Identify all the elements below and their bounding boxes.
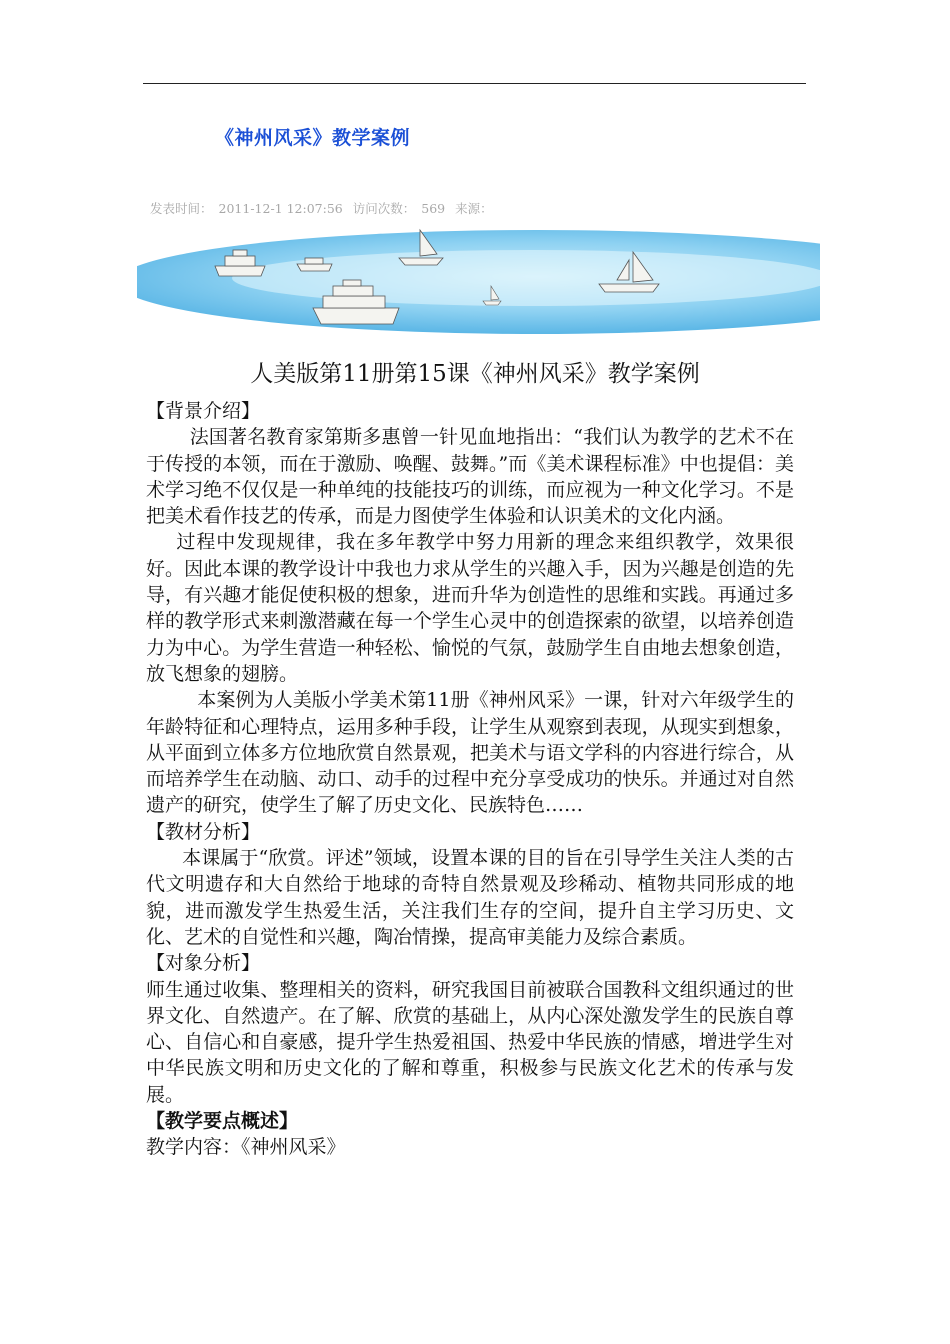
section-heading-target: 【对象分析】	[146, 952, 261, 975]
paragraph: 师生通过收集、整理相关的资料，研究我国目前被联合国教科文组织通过的世界文化、自然遗产。在了解、欣赏的基础上，从内心深处激发学生的民族自尊心、自信心和自豪感，提升学生热爱祖国、热爱中华民族的情感，增进学生对中华民族文明和历史文化的了解和尊重，积极参与民族文化艺术的传承与发展。	[146, 978, 794, 1106]
document-body	[146, 398, 794, 1161]
published-label: 发表时间：	[150, 201, 213, 216]
section-heading-background: 【背景介绍】	[146, 400, 261, 422]
top-rule	[143, 83, 806, 84]
published-value: 2011-12-1 12:07:56	[218, 201, 343, 216]
paragraph: 过程中发现规律，我在多年教学中努力用新的理念来组织教学，效果很好。因此本课的教学设计中我也力求从学生的兴趣入手，因为兴趣是创造的先导，有兴趣才能促使积极的想象，进而升华为创造性的思维和实践。再通过多样的教学形式来刺激潜藏在每一个学生心灵中的创造探索的欲望，以培养创造力为中心。为学生营造一种轻松、愉悦的气氛，鼓励学生自由地去想象创造，放飞想象的翅膀。	[146, 531, 794, 685]
sea-boats-banner	[137, 220, 820, 338]
section-heading-material: 【教材分析】	[146, 820, 261, 843]
visits-label: 访问次数：	[352, 201, 416, 216]
paragraph: 本课属于“欣赏。评述”领域，设置本课的目的旨在引导学生关注人类的古代文明遗存和大自然给于地球的奇特自然景观及珍稀动、植物共同形成的地貌，进而激发学生热爱生活，关注我们生存的空间，提升自主学习历史、文化、艺术的自觉性和兴趣，陶冶情操，提高审美能力及综合素质。	[146, 847, 794, 948]
source-label: 来源：	[455, 201, 493, 216]
paragraph: 法国著名教育家第斯多惠曾一针见血地指出：“我们认为教学的艺术不在于传授的本领，而在于激励、唤醒、鼓舞。”而《美术课程标准》中也提倡：美术学习绝不仅仅是一种单纯的技能技巧的训练，而应视为一种文化学习。不是把美术看作技艺的传承，而是力图使学生体验和认识美术的文化内涵。	[146, 426, 794, 528]
section-heading-key-points: 【教学要点概述】	[146, 1110, 299, 1133]
sea-illustration	[137, 230, 820, 334]
teaching-content-line: 教学内容：《神州风采》	[146, 1136, 346, 1159]
article-title-link[interactable]: 《神州风采》教学案例	[215, 127, 411, 149]
paragraph: 本案例为人美版小学美术第11册《神州风采》一课，针对六年级学生的年龄特征和心理特点，运用多种手段，让学生从观察到表现，从现实到想象，从平面到立体多方位地欣赏自然景观，把美术与语文学科的内容进行综合，从而培养学生在动脑、动口、动手的过程中充分享受成功的快乐。并通过对自然遗产的研究，使学生了解了历史文化、民族特色……	[146, 689, 794, 817]
article-meta	[150, 199, 499, 217]
document-title: 人美版第11册第15课《神州风采》教学案例	[250, 361, 700, 387]
visits-value: 569	[421, 201, 446, 216]
